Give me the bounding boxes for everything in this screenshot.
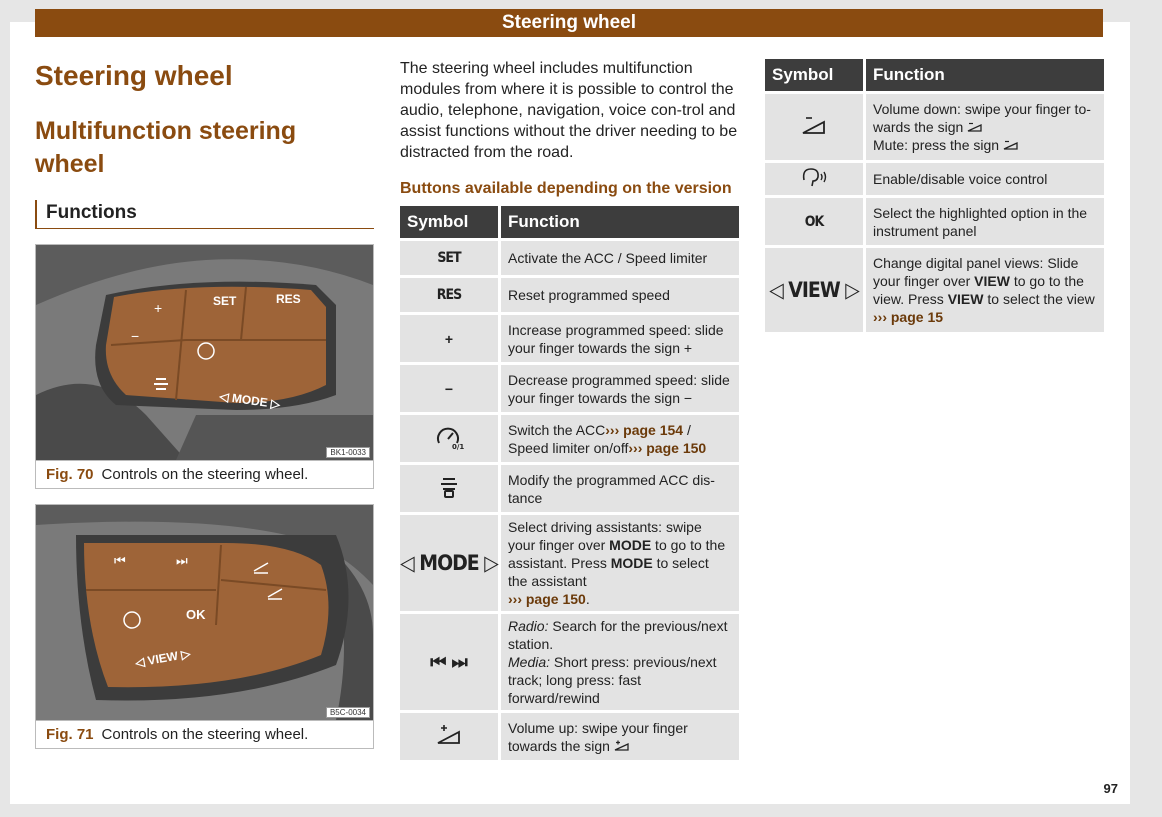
- volume-up-text: Volume up: swipe your finger towards the sign: [508, 719, 688, 754]
- row-function: Activate the ACC / Speed limiter: [501, 241, 739, 275]
- page-ref-link[interactable]: ››› page 150: [628, 439, 707, 456]
- set-symbol: SET: [400, 241, 498, 275]
- section-title: Multifunction steering wheel: [35, 117, 297, 178]
- mode-text-end: .: [585, 591, 590, 607]
- mode-text: to select the assistant: [508, 555, 709, 589]
- acc-text: Switch the ACC: [508, 421, 606, 438]
- fig70-set-label: SET: [213, 294, 237, 308]
- subsection-title: Functions: [35, 200, 374, 229]
- steering-wheel-right-image: [36, 505, 373, 720]
- table-row: [400, 241, 739, 275]
- table-row: [765, 163, 1104, 195]
- page-number: 97: [1103, 781, 1118, 796]
- row-function: [866, 248, 1104, 332]
- fig70-minus-label: −: [131, 328, 140, 344]
- steering-wheel-right-illustration: [36, 505, 373, 720]
- prev-next-symbol: ⏮ ⏭: [400, 614, 498, 710]
- header-bar: Steering wheel: [35, 9, 1103, 37]
- fig71-prev-label: ⏮: [114, 554, 126, 569]
- speedometer-toggle-icon: [400, 415, 498, 462]
- mode-symbol: ◁ MODE ▷: [400, 515, 498, 611]
- table-row: [400, 713, 739, 760]
- mode-text: to go to the assistant. Press: [508, 537, 726, 571]
- steering-wheel-left-illustration: [36, 245, 373, 460]
- figure-70: [35, 244, 374, 489]
- row-function: [501, 614, 739, 710]
- row-function: [866, 94, 1104, 160]
- fig71-ok-label: OK: [186, 607, 206, 622]
- row-function: Increase programmed speed: slide your finger towards the sign +: [501, 315, 739, 362]
- fig70-plus-label: +: [154, 300, 163, 316]
- row-function: [501, 415, 739, 462]
- fig71-code: B5C-0034: [326, 707, 370, 718]
- row-function: Decrease programmed speed: slide your finger towards the sign −: [501, 365, 739, 412]
- view-text: to go to the view. Press: [873, 273, 1084, 307]
- symbol-column-header: Symbol: [400, 206, 498, 238]
- fig70-mode-label: ◁ MODE ▷: [218, 389, 282, 412]
- radio-label: Radio:: [508, 618, 549, 634]
- view-symbol: ◁ VIEW ▷: [765, 248, 863, 332]
- ok-symbol: OK: [765, 198, 863, 245]
- radio-text: Search for the previous/next station.: [508, 618, 728, 652]
- figure-71: [35, 504, 374, 749]
- volume-down-inline-icon: [967, 121, 983, 132]
- fig71-number: Fig. 71: [46, 726, 94, 743]
- symbol-table-1: [397, 203, 742, 763]
- symbol-column-header: Symbol: [765, 59, 863, 91]
- table-row: [400, 315, 739, 362]
- voice-control-icon: [765, 163, 863, 195]
- row-function: [501, 713, 739, 760]
- fig70-number: Fig. 70: [46, 466, 94, 483]
- volume-down-icon: [765, 94, 863, 160]
- page-ref-link[interactable]: ››› page 154: [605, 421, 684, 438]
- table-row: [400, 465, 739, 512]
- row-function: Enable/disable voice control: [866, 163, 1104, 195]
- table-row: [400, 278, 739, 312]
- view-keyword: VIEW: [974, 273, 1010, 289]
- function-column-header: Function: [501, 206, 739, 238]
- table-header: [765, 59, 1104, 91]
- row-function: Select the highlighted option in the instrument panel: [866, 198, 1104, 245]
- view-text: to select the view: [983, 291, 1095, 307]
- page-ref-link[interactable]: ››› page 150: [508, 591, 586, 607]
- volume-up-inline-icon: [614, 740, 630, 751]
- table-row: [400, 365, 739, 412]
- table-row: [765, 94, 1104, 160]
- table-row: [400, 515, 739, 611]
- fig71-next-label: ⏭: [176, 554, 188, 569]
- volume-down-text: Volume down: swipe your finger to-wards the sign: [873, 101, 1091, 135]
- table-header: [400, 206, 739, 238]
- fig70-code: BK1-0033: [326, 447, 370, 458]
- speed-limiter-text: / Speed limiter on/off: [508, 421, 691, 456]
- view-keyword: VIEW: [947, 291, 984, 307]
- buttons-heading: Buttons available depending on the version: [400, 180, 732, 197]
- page-title: Steering wheel: [35, 60, 233, 91]
- row-function: Modify the programmed ACC dis-tance: [501, 465, 739, 512]
- table-row: [400, 415, 739, 462]
- mute-inline-icon: [1003, 139, 1019, 150]
- row-function: Reset programmed speed: [501, 278, 739, 312]
- fig70-caption-text: Controls on the steering wheel.: [101, 466, 309, 483]
- figure-71-caption: [36, 720, 373, 748]
- function-column-header: Function: [866, 59, 1104, 91]
- volume-up-icon: [400, 713, 498, 760]
- res-symbol: RES: [400, 278, 498, 312]
- media-label: Media:: [508, 654, 551, 670]
- table-row: [765, 248, 1104, 332]
- row-function: [501, 515, 739, 611]
- fig70-res-label: RES: [276, 292, 301, 306]
- mode-keyword: MODE: [610, 555, 653, 571]
- minus-symbol: −: [400, 365, 498, 412]
- mode-keyword: MODE: [609, 537, 652, 553]
- mode-text: Select driving assistants: swipe your finger over: [508, 519, 702, 553]
- acc-distance-icon: [400, 465, 498, 512]
- media-text: Short press: previous/next track; long press: fast forward/rewind: [508, 654, 717, 706]
- mute-text: Mute: press the sign: [873, 137, 1000, 153]
- svg-text:0/1: 0/1: [452, 442, 465, 451]
- figure-70-caption: [36, 460, 373, 488]
- symbol-table-2: [762, 56, 1107, 335]
- plus-symbol: +: [400, 315, 498, 362]
- page-ref-link[interactable]: ››› page 15: [873, 309, 944, 325]
- table-row: [765, 198, 1104, 245]
- steering-wheel-left-image: [36, 245, 373, 460]
- intro-text: The steering wheel includes multifunction modules from where it is possible to control the audio, telephone, navigation, voice con-trol and assist functions without the driver needing to be distracted from the road.: [400, 60, 738, 161]
- fig71-view-label: ◁ VIEW ▷: [134, 646, 192, 670]
- view-text: Change digital panel views: Slide your finger over: [873, 255, 1079, 289]
- table-row: [400, 614, 739, 710]
- fig71-caption-text: Controls on the steering wheel.: [101, 726, 309, 743]
